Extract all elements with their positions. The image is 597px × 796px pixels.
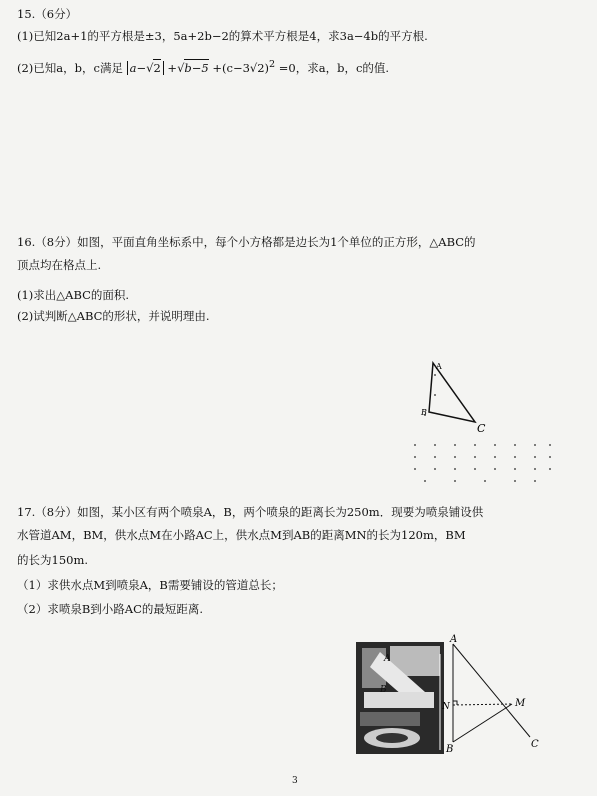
- geometry-diagram: [453, 644, 530, 742]
- photo-label-b: B: [380, 685, 387, 695]
- triangle-abc: [429, 363, 475, 422]
- q17-stem-line1: 17.（8分）如图，某小区有两个喷泉A，B，两个喷泉的距离长为250m．现要为喷泉铺设供: [17, 505, 484, 519]
- q17-stem-line3: 的长为150m.: [17, 553, 89, 567]
- q16-part2: (2)试判断△ABC的形状，并说明理由.: [17, 309, 210, 323]
- q16-stem-line2: 顶点均在格点上.: [17, 258, 102, 272]
- q17-part2: （2）求喷泉B到小路AC的最短距离.: [17, 602, 204, 616]
- q15-header: 15.（6分）: [17, 7, 78, 21]
- point-label-a: A: [450, 634, 458, 645]
- q16-part1: (1)求出△ABC的面积.: [17, 288, 130, 302]
- abs-expression: a−√2: [127, 61, 164, 75]
- point-label-b: B: [446, 744, 454, 755]
- point-label-m: M: [515, 698, 526, 709]
- q15-part2: (2)已知a，b，c满足 $a-√2 +√b-5 +(c-3√2)^2 =0$，求a，b，c的值.: [17, 59, 390, 75]
- q16-grid-figure: [395, 335, 575, 500]
- q15-part2-suffix: =0，求a，b，c的值.: [278, 60, 390, 75]
- photo-label-a: A: [384, 654, 391, 664]
- q17-part1: （1）求供水点M到喷泉A，B需要铺设的管道总长；: [17, 578, 283, 592]
- q15-part1: (1)已知2a+1的平方根是±3，5a+2b−2的算术平方根是4，求3a−4b的平方根.: [17, 29, 428, 43]
- q17-stem-line2: 水管道AM，BM，供水点M在小路AC上，供水点M到AB的距离MN的长为120m，BM: [17, 528, 466, 542]
- q17-figure: [350, 632, 560, 756]
- point-label-n: N: [442, 702, 450, 712]
- point-label-a: A: [436, 362, 442, 371]
- q15-part2-prefix: (2)已知a，b，c满足: [17, 60, 123, 75]
- square-expression: (c−3√2): [222, 60, 270, 75]
- point-label-c: C: [531, 739, 539, 750]
- page-number: 3: [292, 776, 298, 786]
- q16-stem-line1: 16.（8分）如图，平面直角坐标系中，每个小方格都是边长为1个单位的正方形，△ABC的: [17, 235, 476, 249]
- photo-fountain-area: [356, 642, 444, 754]
- point-label-c: C: [477, 422, 486, 435]
- point-label-b: B: [421, 408, 427, 417]
- sqrt-expression: b−5: [184, 60, 209, 75]
